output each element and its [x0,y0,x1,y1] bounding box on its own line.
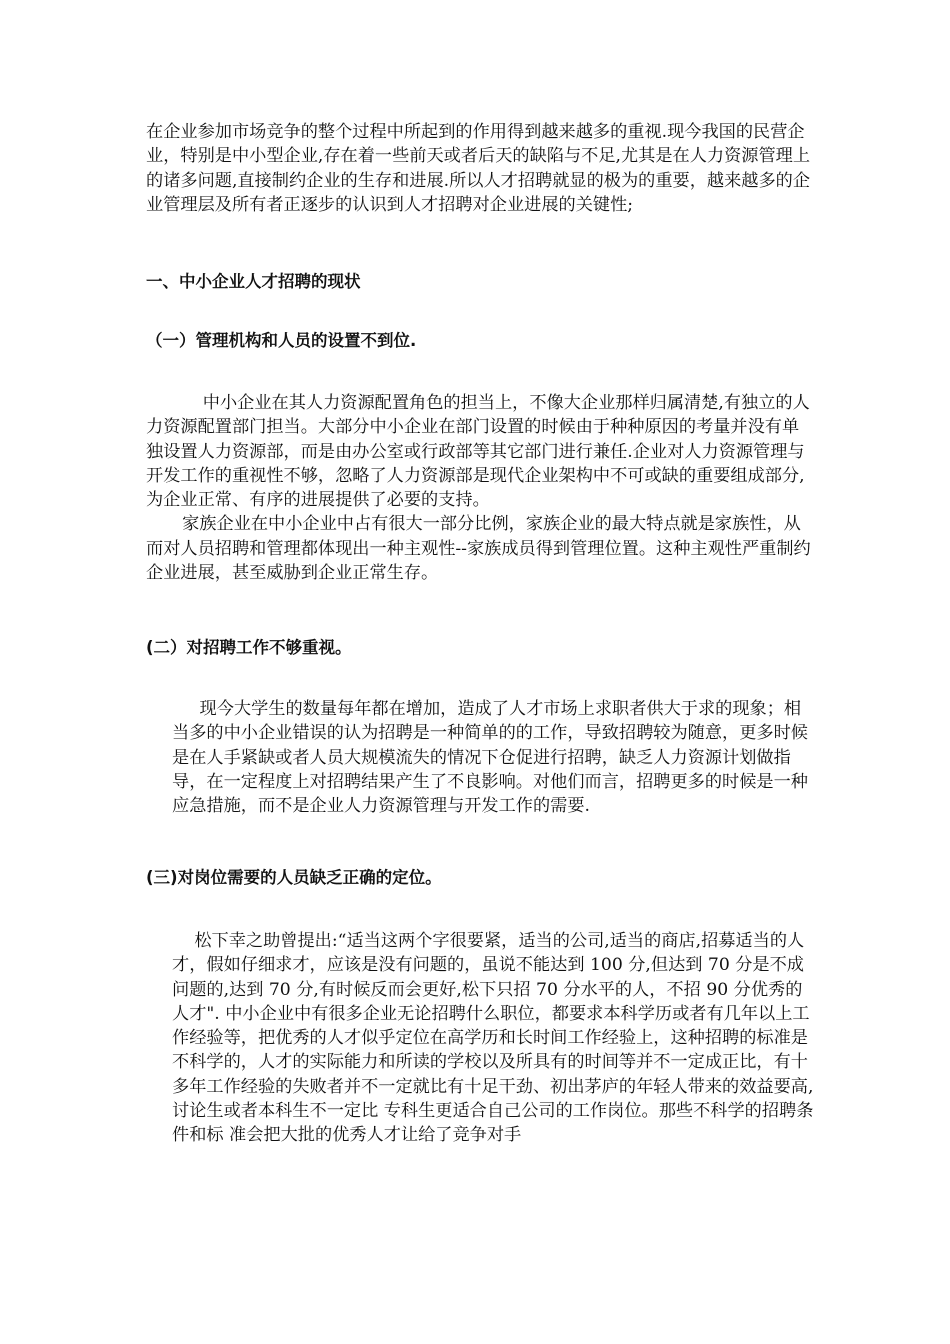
subsection-1-paragraph-2: 家族企业在中小企业中占有很大一部分比例，家族企业的最大特点就是家族性，从而对人员招聘和管理都体现出一种主观性--家族成员得到管理位置。这种主观性严重制约企业进展，甚至威胁到企业正常生存。 [146,514,811,584]
section-1-title: 一、中小企业人才招聘的现状 [146,272,361,291]
subsection-3-paragraph-1: 松下幸之助曾提出:“适当这两个字很要紧，适当的公司,适当的商店,招募适当的人才，假如仔细求才，应该是没有问题的，虽说不能达到 100 分,但达到 70 分是不成问题的,达到 70 分,有时候反而会更好,松下只招 70 分水平的人，不招 90 分优秀的人才". 中小企业中有很多企业无论招聘什么职位，都要求本科学历或者有几年以上工作经验等，把优秀的人才似乎定位在高学历和长时间工作经验上，这种招聘的标准是不科学的，人才的实际能力和所读的学校以及所具有的时间等并不一定成正比，有十多年工作经验的失败者并不一定就比有十足干劲、初出茅庐的年轻人带来的效益要高,讨论生或者本科生不一定比 专科生更适合自己公司的工作岗位。那些不科学的招聘条件和标 准会把大批的优秀人才让给了竞争对手 [172,931,814,1146]
subsection-1-body [146,391,816,585]
subsection-1-title: （一）管理机构和人员的设置不到位. [146,331,417,350]
subsection-3-title: (三)对岗位需要的人员缺乏正确的定位。 [146,868,442,887]
subsection-2-body [172,697,816,818]
subsection-1-heading [146,329,816,353]
subsection-2-title: (二）对招聘工作不够重视。 [146,638,352,657]
intro-text: 在企业参加市场竞争的整个过程中所起到的作用得到越来越多的重视.现今我国的民营企业，特别是中小型企业,存在着一些前天或者后天的缺陷与不足,尤其是在人力资源管理上的诸多问题,直接制约企业的生存和进展.所以人才招聘就显的极为的重要，越来越多的企业管理层及所有者正逐步的认识到人才招聘对企业进展的关键性; [146,122,811,215]
subsection-2-paragraph-1: 现今大学生的数量每年都在增加，造成了人才市场上求职者供大于求的现象；相当多的中小企业错误的认为招聘是一种简单的的工作，导致招聘较为随意，更多时候是在人手紧缺或者人员大规模流失的情况下仓促进行招聘，缺乏人力资源计划做指导，在一定程度上对招聘结果产生了不良影响。对他们而言，招聘更多的时候是一种应急措施，而不是企业人力资源管理与开发工作的需要. [172,699,808,817]
subsection-3-body [172,929,816,1148]
subsection-1-paragraph-1: 中小企业在其人力资源配置角色的担当上，不像大企业那样归属清楚,有独立的人力资源配置部门担当。大部分中小企业在部门设置的时候由于种种原因的考量并没有单独设置人力资源部，而是由办公室或行政部等其它部门进行兼任.企业对人力资源管理与开发工作的重视性不够，忽略了人力资源部是现代企业架构中不可或缺的重要组成部分,为企业正常、有序的进展提供了必要的支持。 [146,393,810,511]
intro-paragraph [146,120,816,217]
section-1-heading [146,270,816,294]
subsection-3-heading [146,866,816,890]
subsection-2-heading [146,636,816,660]
